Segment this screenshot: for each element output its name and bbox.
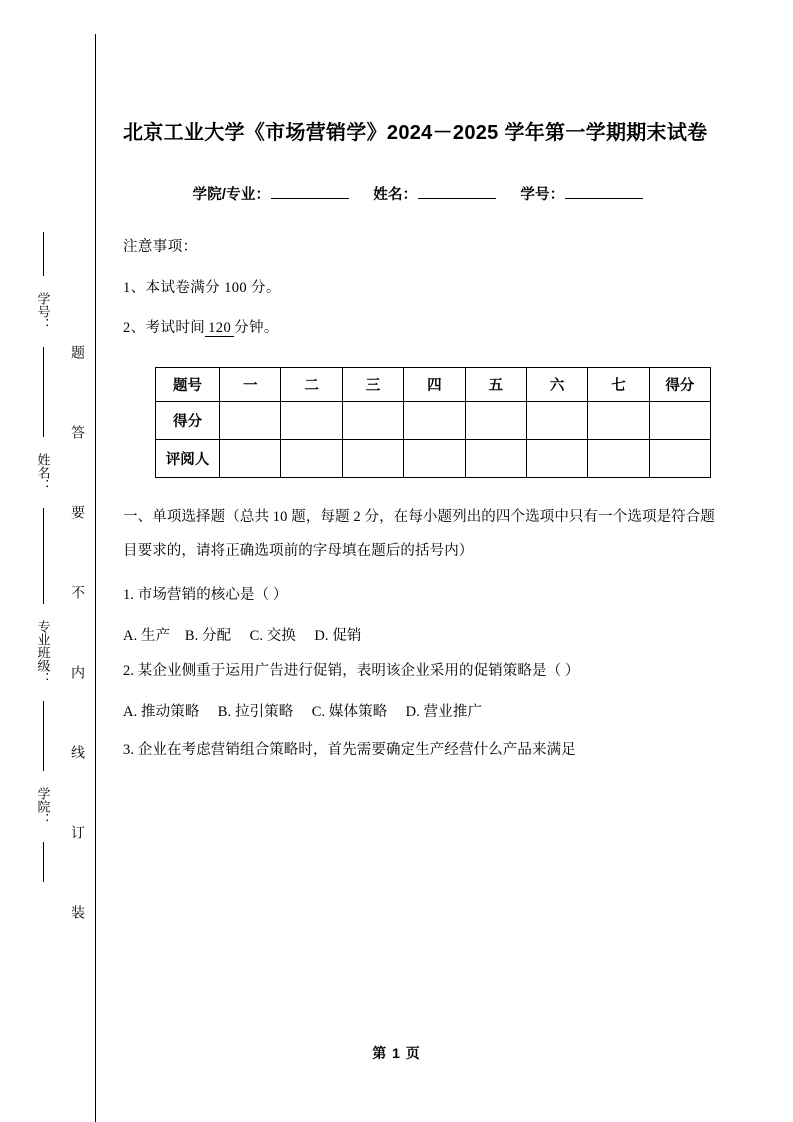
binding-field-student-id: 学号： [35, 292, 51, 331]
binding-char-2: 要 [69, 505, 84, 519]
score-table-cell[interactable] [588, 401, 649, 439]
score-table-cell[interactable] [588, 439, 649, 477]
binding-rule-top [43, 232, 44, 276]
binding-vertical-rule [95, 34, 96, 1122]
binding-outer-column [28, 232, 58, 882]
score-table-cell[interactable] [526, 439, 587, 477]
score-table-cell[interactable] [404, 439, 465, 477]
score-table [155, 367, 711, 478]
table-row [156, 439, 711, 477]
score-table-cell[interactable] [526, 401, 587, 439]
note-item-2-suffix: 分钟。 [234, 320, 279, 336]
binding-field-class: 专业班级： [35, 620, 51, 685]
score-table-cell: 评阅人 [156, 439, 220, 477]
score-table-cell[interactable] [649, 439, 710, 477]
score-table-cell: 一 [220, 367, 281, 401]
name-label: 姓名： [373, 187, 418, 203]
question-2-options: A. 推动策略 B. 拉引策略 C. 媒体策略 D. 营业推广 [123, 704, 483, 721]
table-row [156, 367, 711, 401]
student-info-line [123, 183, 715, 204]
score-table-cell[interactable] [220, 401, 281, 439]
binding-char-6: 订 [69, 825, 84, 839]
score-table-cell[interactable] [465, 401, 526, 439]
question-3-stem: 3. 企业在考虑营销组合策略时，首先需要确定生产经营什么产品来满足 [123, 741, 576, 758]
score-table-cell: 三 [342, 367, 403, 401]
score-table-cell: 得分 [156, 401, 220, 439]
binding-inner-column [64, 345, 88, 919]
binding-char-3: 不 [69, 585, 84, 599]
note-item-1: 1、本试卷满分 100 分。 [123, 279, 281, 296]
binding-char-7: 装 [69, 905, 84, 919]
exam-duration-value: 120 [205, 320, 234, 337]
binding-rule-bottom [43, 842, 44, 882]
score-table-cell: 题号 [156, 367, 220, 401]
name-blank[interactable] [418, 198, 496, 199]
binding-field-name: 姓名： [35, 453, 51, 492]
page-title: 北京工业大学《市场营销学》2024－2025 学年第一学期期末试卷 [123, 122, 708, 144]
score-table-cell: 二 [281, 367, 342, 401]
note-item-2 [123, 321, 715, 336]
score-table-cell[interactable] [281, 439, 342, 477]
page-footer: 第 1 页 [372, 1045, 421, 1061]
score-table-cell[interactable] [404, 401, 465, 439]
college-major-blank[interactable] [271, 198, 349, 199]
binding-field-college: 学院： [35, 787, 51, 826]
score-table-cell: 五 [465, 367, 526, 401]
score-table-cell[interactable] [649, 401, 710, 439]
score-table-cell: 七 [588, 367, 649, 401]
question-1-stem: 1. 市场营销的核心是（ ） [123, 586, 288, 603]
score-table-cell: 六 [526, 367, 587, 401]
binding-char-5: 线 [69, 745, 84, 759]
college-major-label: 学院/专业： [192, 187, 271, 203]
section-one-heading: 一、单项选择题（总共 10 题，每题 2 分，在每小题列出的四个选项中只有一个选项是符合题目要求的，请将正确选项前的字母填在题后的括号内） [123, 508, 715, 559]
score-table-cell: 得分 [649, 367, 710, 401]
binding-rule-3 [43, 701, 44, 771]
score-table-cell: 四 [404, 367, 465, 401]
notes-heading: 注意事项： [123, 239, 198, 255]
student-id-label: 学号： [520, 187, 565, 203]
question-2-stem: 2. 某企业侧重于运用广告进行促销，表明该企业采用的促销策略是（ ） [123, 662, 580, 679]
page-body [123, 0, 715, 757]
binding-char-1: 答 [69, 425, 84, 439]
binding-rule-2 [43, 508, 44, 604]
score-table-cell[interactable] [342, 401, 403, 439]
binding-char-0: 题 [69, 345, 84, 359]
note-item-2-prefix: 2、考试时间 [123, 320, 206, 336]
student-id-blank[interactable] [565, 198, 643, 199]
score-table-cell[interactable] [281, 401, 342, 439]
score-table-cell[interactable] [220, 439, 281, 477]
binding-rule-1 [43, 347, 44, 437]
binding-char-4: 内 [69, 665, 84, 679]
table-row [156, 401, 711, 439]
score-table-cell[interactable] [342, 439, 403, 477]
question-1-options: A. 生产 B. 分配 C. 交换 D. 促销 [123, 628, 362, 645]
score-table-cell[interactable] [465, 439, 526, 477]
